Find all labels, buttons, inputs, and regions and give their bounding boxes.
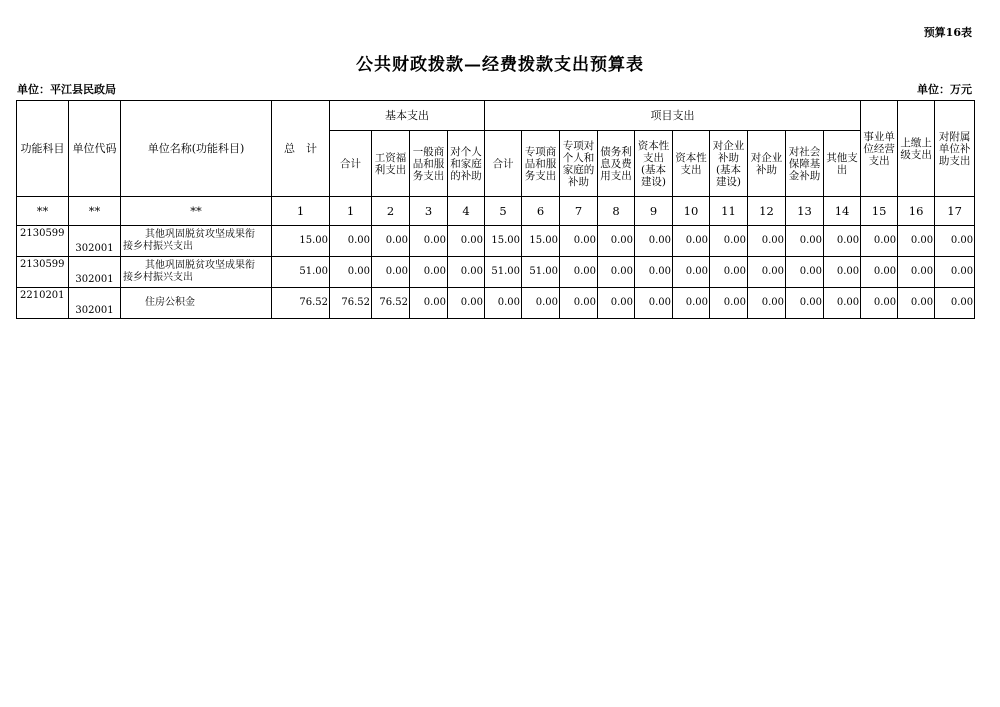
header-basic-group: 基本支出	[330, 101, 485, 131]
value-cell: 15.00	[522, 226, 560, 257]
func-code-cell: 2130599	[17, 257, 69, 288]
unit-name-cell	[121, 226, 272, 257]
header-project-col: 资本性支出(基本建设)	[635, 131, 673, 197]
budget-table	[16, 100, 975, 319]
value-cell: 0.00	[861, 226, 898, 257]
index-cell: 11	[710, 197, 748, 226]
header-unit-code: 单位代码	[69, 101, 121, 197]
index-cell: 1	[272, 197, 330, 226]
header-project-group: 项目支出	[485, 101, 861, 131]
value-cell: 0.00	[710, 288, 748, 319]
value-cell: 76.52	[272, 288, 330, 319]
table-number: 预算16表	[923, 26, 972, 39]
unit-name-line2: 接乡村振兴支出	[123, 272, 193, 283]
value-cell: 0.00	[560, 257, 598, 288]
header-total: 总 计	[272, 101, 330, 197]
index-cell: **	[121, 197, 272, 226]
index-cell: 8	[598, 197, 635, 226]
value-cell: 0.00	[330, 226, 372, 257]
index-cell: 17	[935, 197, 975, 226]
index-cell: 15	[861, 197, 898, 226]
header-project-col: 其他支出	[824, 131, 861, 197]
unit-name-line1: 其他巩固脱贫攻坚成果衔	[145, 260, 255, 271]
value-cell: 0.00	[635, 226, 673, 257]
value-cell: 76.52	[330, 288, 372, 319]
header-upper: 上缴上级支出	[898, 101, 935, 197]
table-row	[17, 257, 975, 288]
table-row	[17, 288, 975, 319]
header-basic-col: 合计	[330, 131, 372, 197]
index-cell: 14	[824, 197, 861, 226]
header-project-col: 对企业补助(基本建设)	[710, 131, 748, 197]
index-cell: **	[69, 197, 121, 226]
value-cell: 0.00	[598, 288, 635, 319]
value-cell: 0.00	[635, 288, 673, 319]
unit-name-line1: 住房公积金	[145, 297, 195, 308]
header-unit-name: 单位名称(功能科目)	[121, 101, 272, 197]
index-cell: 12	[748, 197, 786, 226]
value-cell: 0.00	[748, 288, 786, 319]
value-cell: 0.00	[330, 257, 372, 288]
value-cell: 0.00	[786, 226, 824, 257]
value-cell: 0.00	[673, 226, 710, 257]
value-cell: 0.00	[710, 257, 748, 288]
value-cell: 0.00	[898, 226, 935, 257]
index-cell: 9	[635, 197, 673, 226]
header-project-col: 债务利息及费用支出	[598, 131, 635, 197]
value-cell: 0.00	[861, 257, 898, 288]
index-cell: 16	[898, 197, 935, 226]
value-cell: 0.00	[485, 288, 522, 319]
org-unit-label: 单位：平江县民政局	[17, 83, 116, 96]
value-cell: 0.00	[410, 257, 448, 288]
value-cell: 0.00	[898, 288, 935, 319]
value-cell: 0.00	[824, 226, 861, 257]
value-cell: 0.00	[861, 288, 898, 319]
value-cell: 0.00	[898, 257, 935, 288]
header-project-col: 对社会保障基金补助	[786, 131, 824, 197]
value-cell: 0.00	[786, 257, 824, 288]
header-basic-col: 工资福利支出	[372, 131, 410, 197]
header-func-code: 功能科目	[17, 101, 69, 197]
index-cell: 13	[786, 197, 824, 226]
value-cell: 0.00	[635, 257, 673, 288]
value-cell: 15.00	[485, 226, 522, 257]
page-title: 公共财政拨款—经费拨款支出预算表	[356, 55, 644, 75]
value-cell: 51.00	[485, 257, 522, 288]
value-cell: 76.52	[372, 288, 410, 319]
value-cell: 0.00	[598, 226, 635, 257]
unit-name-cell	[121, 288, 272, 319]
func-code-cell: 2130599	[17, 226, 69, 257]
table-row	[17, 226, 975, 257]
header-project-col: 专项商品和服务支出	[522, 131, 560, 197]
index-cell: 5	[485, 197, 522, 226]
value-cell: 51.00	[272, 257, 330, 288]
value-cell: 0.00	[824, 257, 861, 288]
value-cell: 0.00	[935, 226, 975, 257]
value-cell: 0.00	[710, 226, 748, 257]
index-cell: **	[17, 197, 69, 226]
value-cell: 0.00	[824, 288, 861, 319]
header-project-col: 对企业补助	[748, 131, 786, 197]
index-cell: 1	[330, 197, 372, 226]
value-cell: 0.00	[935, 288, 975, 319]
unit-name-line2: 接乡村振兴支出	[123, 241, 193, 252]
value-cell: 0.00	[448, 226, 485, 257]
unit-code-cell: 302001	[69, 226, 121, 257]
header-basic-col: 对个人和家庭的补助	[448, 131, 485, 197]
value-cell: 51.00	[522, 257, 560, 288]
value-cell: 0.00	[372, 257, 410, 288]
header-project-col: 专项对个人和家庭的补助	[560, 131, 598, 197]
value-cell: 0.00	[448, 257, 485, 288]
index-cell: 6	[522, 197, 560, 226]
value-cell: 0.00	[560, 288, 598, 319]
header-business: 事业单位经营支出	[861, 101, 898, 197]
value-cell: 0.00	[448, 288, 485, 319]
value-cell: 0.00	[935, 257, 975, 288]
value-cell: 0.00	[560, 226, 598, 257]
index-cell: 3	[410, 197, 448, 226]
header-subsidy: 对附属单位补助支出	[935, 101, 975, 197]
header-project-col: 合计	[485, 131, 522, 197]
value-cell: 0.00	[372, 226, 410, 257]
header-basic-col: 一般商品和服务支出	[410, 131, 448, 197]
value-cell: 0.00	[673, 288, 710, 319]
index-cell: 4	[448, 197, 485, 226]
value-cell: 15.00	[272, 226, 330, 257]
value-cell: 0.00	[410, 226, 448, 257]
func-code-cell: 2210201	[17, 288, 69, 319]
money-unit-label: 单位：万元	[917, 83, 972, 96]
header-project-col: 资本性支出	[673, 131, 710, 197]
value-cell: 0.00	[598, 257, 635, 288]
index-cell: 2	[372, 197, 410, 226]
value-cell: 0.00	[748, 257, 786, 288]
unit-code-cell: 302001	[69, 257, 121, 288]
value-cell: 0.00	[786, 288, 824, 319]
value-cell: 0.00	[522, 288, 560, 319]
value-cell: 0.00	[673, 257, 710, 288]
value-cell: 0.00	[410, 288, 448, 319]
index-cell: 7	[560, 197, 598, 226]
index-cell: 10	[673, 197, 710, 226]
unit-code-cell: 302001	[69, 288, 121, 319]
unit-name-cell	[121, 257, 272, 288]
unit-name-line1: 其他巩固脱贫攻坚成果衔	[145, 229, 255, 240]
value-cell: 0.00	[748, 226, 786, 257]
